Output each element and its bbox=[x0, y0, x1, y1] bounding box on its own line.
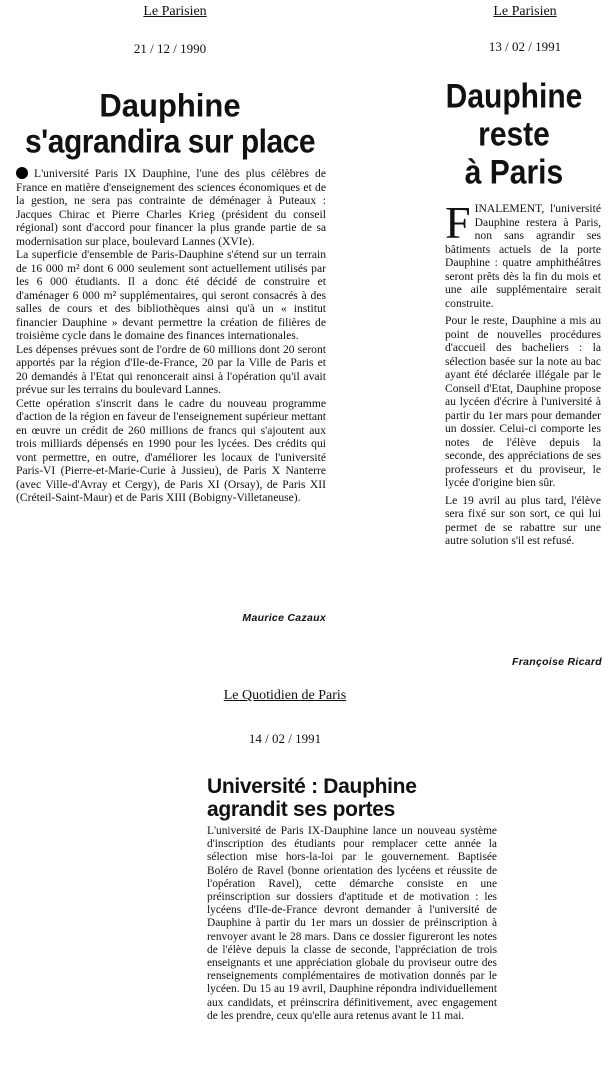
article-3 bbox=[0, 680, 613, 1089]
article-2-first-words: INALEMENT, bbox=[474, 202, 545, 215]
article-2-body bbox=[445, 197, 601, 548]
article-1-date: 21 / 12 / 1990 bbox=[133, 41, 207, 56]
article-2-paragraph-3: Le 19 avril au plus tard, l'élève sera fixé sur son sort, ce qui lui permet de se rabattre sur une autre solution s'il est refusé. bbox=[445, 493, 601, 547]
article-3-source: Le Quotidien de Paris bbox=[223, 688, 347, 703]
article-1-paragraph-4: Cette opération s'inscrit dans le cadre du nouveau programme d'action de la région en faveur de l'enseignement supérieur mettant en œuvre un crédit de 260 millions de francs qui s'ajoutent aux trois milliards dépensés en 1990 pour les lycées. Des crédits qui vont permettre, en outre, d'améliorer les locaux de l'université Paris-VI (Pierre-et-Marie-Curie à Jussieu), de Paris X Nanterre (avec Ville-d'Avray et Cergy), de Paris XI (Orsay), de Paris XII (Créteil-Saint-Maur) et de Paris XIII (Bobigny-Villetaneuse). bbox=[16, 396, 326, 504]
article-1 bbox=[0, 0, 340, 640]
article-2-dropcap: F bbox=[445, 197, 471, 248]
article-2-source: Le Parisien bbox=[493, 4, 557, 19]
article-1-byline: Maurice Cazaux bbox=[242, 612, 326, 624]
article-3-date: 14 / 02 / 1991 bbox=[248, 731, 322, 746]
article-1-source: Le Parisien bbox=[143, 4, 207, 19]
article-2-headline-line-3: à Paris bbox=[464, 153, 564, 192]
article-1-headline-line-1: Dauphine bbox=[99, 86, 241, 124]
article-2-paragraph-2: Pour le reste, Dauphine a mis au point de nouvelles procédures d'accueil des bacheliers : la sélection basée sur la note au bac ayant été déclarée illégale par le Conseil d'Etat, Dauphine propose au lycéen d'écrire à l'université à partir du 1er mars pour demander un dossier. Celui-ci comporte les notes de l'élève depuis la seconde, des appréciations de ses professeurs et du proviseur, le lycée d'origine bien sûr. bbox=[445, 314, 601, 489]
article-3-headline-line-2: agrandit ses portes bbox=[207, 798, 396, 821]
article-2-headline-line-2: reste bbox=[478, 115, 550, 154]
article-1-paragraph-2: La superficie d'ensemble de Paris-Dauphine s'étend sur un terrain de 16 000 m² dont 6 000 seulement sont actuellement utilisés par les 6 000 étudiants. Il a donc été décidé de construire et d'aménager 6 000 m² supplémentaires, qui seront consacrés à des salles de cours et des bibliothèques ainsi qu'à un « institut financier Dauphine » devant permettre la création de filières de troisième cycle dans le domaine des finances internationales. bbox=[16, 248, 326, 342]
article-2-headline-line-1: Dauphine bbox=[445, 77, 583, 116]
article-2-date: 13 / 02 / 1991 bbox=[488, 39, 562, 54]
article-3-body: L'université de Paris IX-Dauphine lance un nouveau système d'inscription des étudiants pour remplacer cette année la sélection mise hors-la-loi par le gouvernement. Baptisée Boléro de Ravel (bonne orientation des lycéens et réussite de l'opération Ravel), cette démarche consiste en une préinscription sur dossiers d'aptitude et de motivation : les lycéens d'Ile-de-France devront demander à l'université de Dauphine à partir du 1er mars un dossier de préinscription à renvoyer avant le 28 mars. Dans ce dossier figureront les notes de l'élève depuis la classe de seconde, l'appréciation de trois enseignants et une appréciation globale du proviseur outre des renseignements complémentaires de motivation donnés par le lycéen. Du 15 au 19 avril, Dauphine répondra individuellement aux candidats, et préinscrira définitivement, avec engagement de les prendre, ceux qu'elle aura retenus avant le 11 mai. bbox=[207, 825, 497, 1022]
article-2 bbox=[420, 0, 613, 680]
article-1-paragraph-1: L'université Paris IX Dauphine, l'une des plus célèbres de France en matière d'enseignement des sciences économiques et de la gestion, ne sera pas contrainte de déménager à Puteaux : Jacques Chirac et Pierre Charles Krieg (président du conseil régional) sont d'accord pour financer la plus grande partie de sa modernisation sur place, boulevard Lannes (XVIe). bbox=[16, 167, 326, 248]
article-2-paragraph-1: FINALEMENT, l'université Dauphine restera à Paris, non sans agrandir ses bâtiments actuels de la porte Dauphine : quatre amphithéâtres seront prêts dès la fin du mois et une aile supplémentaire serait construite. bbox=[445, 197, 601, 310]
article-1-paragraph-3: Les dépenses prévues sont de l'ordre de 60 millions dont 20 seront apportés par la région d'Ile-de-France, 20 par la Ville de Paris et 20 demandés à l'Etat qui renoncerait ainsi à l'opération qu'il avait prévue sur les terrains du boulevard Lannes. bbox=[16, 342, 326, 396]
article-1-headline-line-2: s'agrandira sur place bbox=[24, 123, 316, 161]
article-1-body bbox=[16, 167, 326, 505]
article-2-byline: Françoise Ricard bbox=[512, 656, 602, 668]
bullet-icon bbox=[16, 167, 28, 179]
article-3-headline-line-1: Université : Dauphine bbox=[207, 775, 417, 798]
